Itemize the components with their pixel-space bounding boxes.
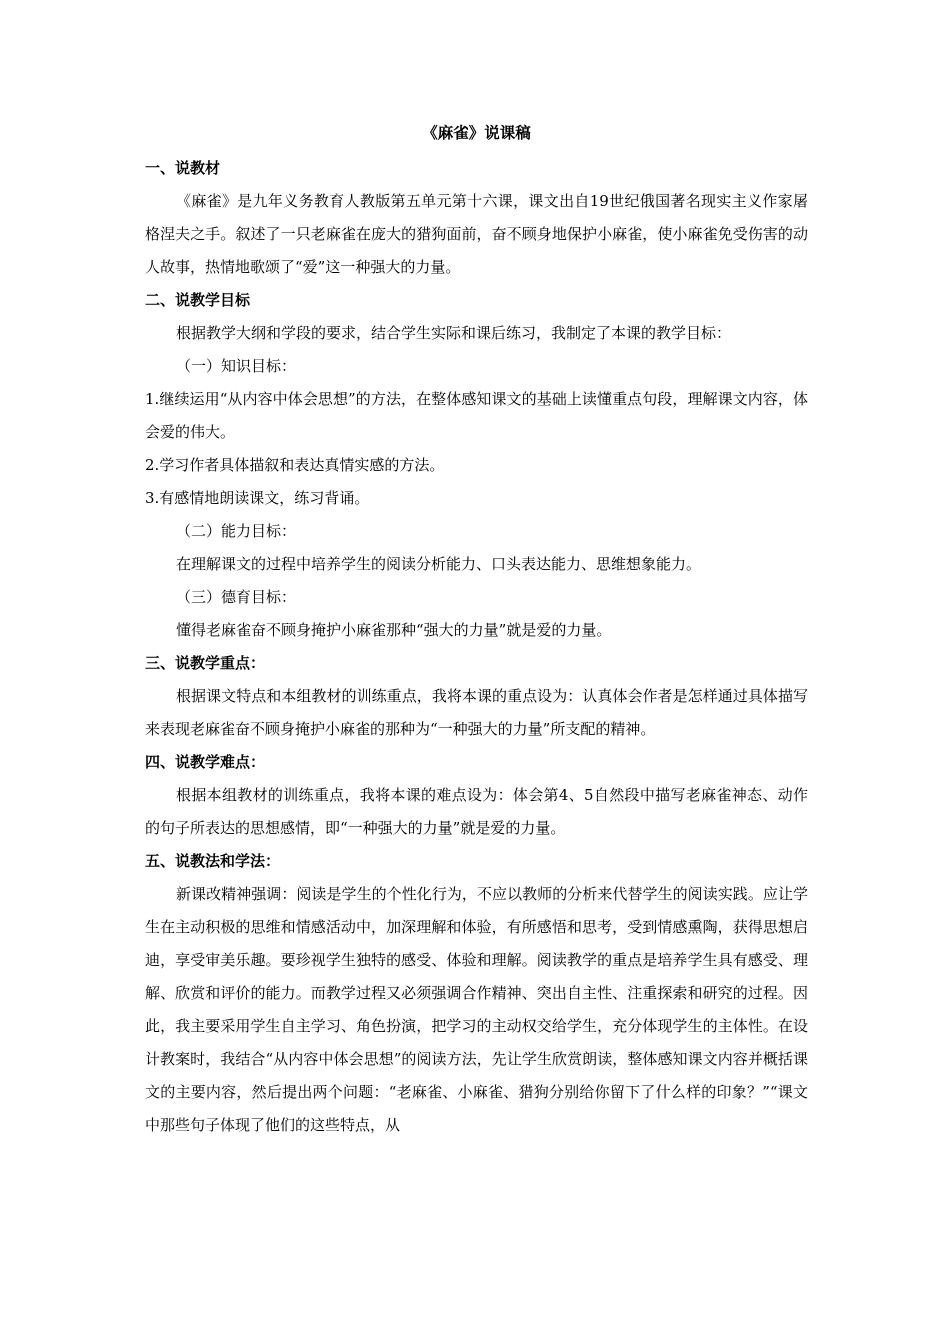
list-item-knowledge-3: 3.有感情地朗读课文，练习背诵。	[145, 489, 370, 507]
paragraph-difficult-points: 根据本组教材的训练重点，我将本课的难点设为：体会第4、5自然段中描写老麻雀神态、动作的句子所表达的思想感情，即“一种强大的力量”就是爱的力量。	[145, 786, 808, 837]
paragraph-moral-objectives: 懂得老麻雀奋不顾身掩护小麻雀那种“强大的力量”就是爱的力量。	[176, 621, 612, 639]
document-page	[145, 118, 808, 1142]
paragraph-methods: 新课改精神强调：阅读是学生的个性化行为，不应以教师的分析来代替学生的阅读实践。应让学生在主动积极的思维和情感活动中，加深理解和体验，有所感悟和思考，受到情感熏陶，获得思想启迪，享受审美乐趣。要珍视学生独特的感受、体验和理解。阅读教学的重点是培养学生具有感受、理解、欣赏和评价的能力。而教学过程又必须强调合作精神、突出自主性、注重探索和研究的过程。因此，我主要采用学生自主学习、角色扮演，把学习的主动权交给学生，充分体现学生的主体性。在设计教案时，我结合“从内容中体会思想”的阅读方法，先让学生欣赏朗读，整体感知课文内容并概括课文的主要内容，然后提出两个问题：“老麻雀、小麻雀、猎狗分别给你留下了什么样的印象？”“课文中那些句子体现了他们的这些特点，从	[145, 885, 808, 1134]
section-heading-teaching-objectives: 二、说教学目标	[145, 291, 251, 309]
section-heading-methods: 五、说教法和学法：	[145, 852, 281, 870]
list-item-knowledge-1: 1.继续运用“从内容中体会思想”的方法，在整体感知课文的基础上读懂重点句段，理解课文内容，体会爱的伟大。	[145, 390, 808, 441]
paragraph-ability-objectives: 在理解课文的过程中培养学生的阅读分析能力、口头表达能力、思维想象能力。	[176, 555, 702, 573]
paragraph-objectives-intro: 根据教学大纲和学段的要求，结合学生实际和课后练习，我制定了本课的教学目标：	[176, 324, 732, 342]
section-heading-key-points: 三、说教学重点：	[145, 654, 266, 672]
document-title: 《麻雀》说课稿	[422, 123, 531, 142]
subheading-ability-objectives: （二）能力目标：	[176, 522, 297, 540]
subheading-knowledge-objectives: （一）知识目标：	[176, 357, 297, 375]
section-heading-difficult-points: 四、说教学难点：	[145, 753, 266, 771]
paragraph-teaching-material: 《麻雀》是九年义务教育人教版第五单元第十六课，课文出自19世纪俄国著名现实主义作家屠格涅夫之手。叙述了一只老麻雀在庞大的猎狗面前，奋不顾身地保护小麻雀，使小麻雀免受伤害的动人故事，热情地歌颂了“爱”这一种强大的力量。	[145, 192, 808, 276]
paragraph-key-points: 根据课文特点和本组教材的训练重点，我将本课的重点设为：认真体会作者是怎样通过具体描写来表现老麻雀奋不顾身掩护小麻雀的那种为“一种强大的力量”所支配的精神。	[145, 687, 808, 738]
subheading-moral-objectives: （三）德育目标：	[176, 588, 297, 606]
section-heading-teaching-material: 一、说教材	[145, 159, 221, 177]
list-item-knowledge-2: 2.学习作者具体描叙和表达真情实感的方法。	[145, 456, 445, 474]
